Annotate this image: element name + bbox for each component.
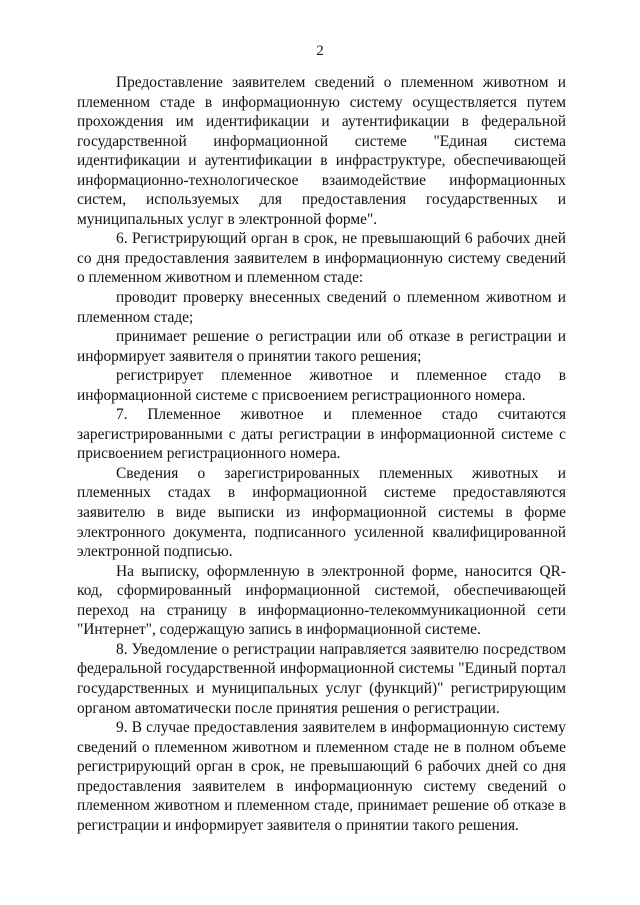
paragraph: 7. Племенное животное и племенное стадо считаются зарегистрированными с даты регистрации в информационной системе с присвоением регистрационного номера. [77,406,566,463]
paragraph: 6. Регистрирующий орган в срок, не превышающий 6 рабочих дней со дня предоставления заявителем в информационную систему сведений о племенном животном и племенном стаде: [77,230,566,287]
paragraph: На выписку, оформленную в электронной форме, наносится QR-код, сформированный информационной системой, обеспечивающей переход на страницу в информационно-телекоммуникационной сети "Интернет", содержащую запись в информационной системе. [77,562,566,639]
paragraph: Сведения о зарегистрированных племенных животных и племенных стадах в информационной системе предоставляются заявителю в виде выписки из информационной системы в форме электронного документа, подписанного усиленной квалифицированной электронной подписью. [77,464,566,561]
paragraph: 8. Уведомление о регистрации направляется заявителю посредством федеральной государственной информационной системы "Единый портал государственных и муниципальных услуг (функций)" регистрирующим органом автоматически после принятия решения о регистрации. [77,640,566,717]
paragraph: 9. В случае предоставления заявителем в информационную систему сведений о племенном животном и племенном стаде не в полном объеме регистрирующий орган в срок, не превышающий 6 рабочих дней со дня предоставления заявителем в информационную систему сведений о племенном животном и племенном стаде, принимает решение об отказе в регистрации и информирует заявителя о принятии такого решения. [77,719,566,834]
document-body [77,73,566,835]
paragraph: Предоставление заявителем сведений о племенном животном и племенном стаде в информационную систему осуществляется путем прохождения им идентификации и аутентификации в федеральной государственной информационной системе "Единая система идентификации и аутентификации в инфраструктуре, обеспечивающей информационно-технологическое взаимодействие информационных систем, используемых для предоставления государственных и муниципальных услуг в электронной форме". [77,74,566,228]
paragraph: принимает решение о регистрации или об отказе в регистрации и информирует заявителя о принятии такого решения; [77,328,566,365]
paragraph: регистрирует племенное животное и племенное стадо в информационной системе с присвоением регистрационного номера. [77,367,566,404]
page-number: 2 [316,43,324,59]
paragraph: проводит проверку внесенных сведений о племенном животном и племенном стаде; [77,289,566,326]
